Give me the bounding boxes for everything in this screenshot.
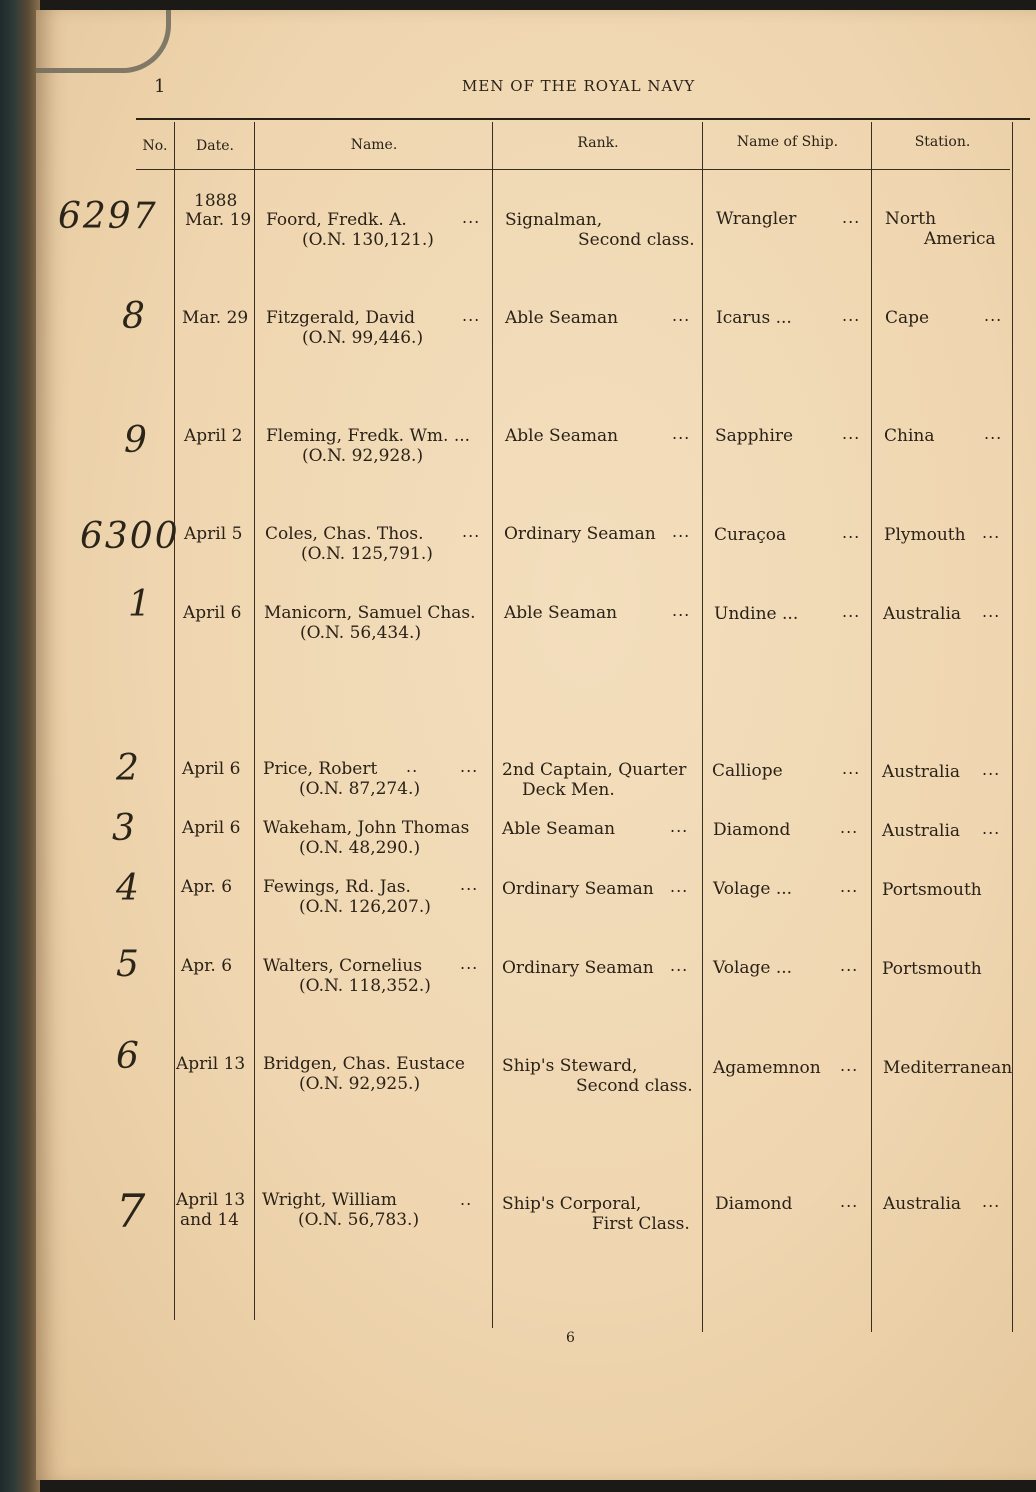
entry-station: Cape [885, 308, 930, 328]
leader-dots: ... [982, 1192, 1001, 1211]
entry-official-number: (O.N. 126,207.) [299, 897, 431, 917]
entry-name: Fitzgerald, David [266, 308, 416, 328]
entry-ship: Volage ... [713, 879, 793, 899]
entry-name: Wright, William [262, 1190, 397, 1210]
entry-rank: Able Seaman [505, 426, 619, 446]
entry-date: April 13 [176, 1054, 246, 1074]
entry-rank: Ship's Corporal, [502, 1194, 642, 1214]
entry-date: Mar. 19 [185, 210, 252, 230]
entry-ship: Volage ... [713, 958, 793, 978]
entry-rank: Ship's Steward, [502, 1056, 638, 1076]
entry-ship: Undine ... [714, 604, 799, 624]
entry-station: North [885, 209, 937, 229]
leader-dots: ... [982, 523, 1001, 542]
entry-rank-class: Deck Men. [522, 780, 615, 800]
entry-station: Australia [882, 762, 961, 782]
column-divider [254, 122, 255, 1320]
entry-rank: Able Seaman [502, 819, 616, 839]
column-divider [702, 122, 703, 1332]
leader-dots: ... [670, 877, 689, 896]
entry-station: China [884, 426, 935, 446]
leader-dots: ... [984, 306, 1003, 325]
entry-number-handwritten: 3 [112, 808, 137, 849]
entry-ship: Calliope [712, 761, 783, 781]
entry-rank: Able Seaman [505, 308, 619, 328]
table-top-rule [136, 118, 1030, 120]
leader-dots: ... [460, 954, 479, 973]
entry-date: Apr. 6 [181, 956, 233, 976]
entry-number-handwritten: 7 [116, 1184, 148, 1238]
entry-date: April 5 [184, 524, 243, 544]
leader-dots: ... [460, 757, 479, 776]
entry-station: Australia [883, 604, 962, 624]
column-divider [174, 122, 175, 1320]
entry-rank: Ordinary Seaman [504, 524, 656, 544]
entry-ship: Diamond [715, 1194, 793, 1214]
entry-number-handwritten: 8 [122, 296, 147, 337]
entry-date: Apr. 6 [181, 877, 233, 897]
entry-name: Coles, Chas. Thos. [265, 524, 424, 544]
entry-rank-class: First Class. [592, 1214, 690, 1234]
leader-dots: ... [672, 424, 691, 443]
entry-number-handwritten: 6297 [58, 196, 158, 237]
entry-official-number: (O.N. 87,274.) [299, 779, 421, 799]
entry-station: Mediterranean [883, 1058, 1013, 1078]
entry-official-number: (O.N. 56,783.) [298, 1210, 420, 1230]
entry-station: Portsmouth [882, 880, 982, 900]
leader-dots: ... [670, 817, 689, 836]
entry-name: Bridgen, Chas. Eustace [263, 1054, 465, 1074]
leader-dots: ... [672, 601, 691, 620]
column-header-ship: Name of Ship. [736, 134, 839, 150]
leader-dots: ... [840, 1056, 859, 1075]
entry-date: Mar. 29 [182, 308, 249, 328]
entry-station: Plymouth [884, 525, 966, 545]
entry-name: Fewings, Rd. Jas. [263, 877, 411, 897]
entry-number-handwritten: 2 [116, 748, 141, 789]
leader-dots: ... [840, 1192, 859, 1211]
entry-ship: Sapphire [715, 426, 794, 446]
leader-dots: .. [460, 1190, 473, 1209]
entry-official-number: (O.N. 125,791.) [301, 544, 433, 564]
entry-rank-class: Second class. [576, 1076, 693, 1096]
page-number: 1 [154, 76, 166, 97]
entry-rank: Signalman, [505, 210, 603, 230]
entry-official-number: (O.N. 92,928.) [302, 446, 424, 466]
leader-dots: ... [842, 759, 861, 778]
leader-dots: ... [840, 877, 859, 896]
entry-rank-class: Second class. [578, 230, 695, 250]
entry-date: April 6 [183, 603, 242, 623]
entry-date-line2: and 14 [180, 1210, 240, 1230]
table-header-rule [136, 169, 1010, 170]
column-header-date: Date. [196, 138, 234, 154]
leader-dots: .. [406, 757, 419, 776]
entry-rank: Ordinary Seaman [502, 958, 654, 978]
page-title: MEN OF THE ROYAL NAVY [462, 77, 696, 95]
year-label: 1888 [194, 191, 238, 211]
entry-name: Foord, Fredk. A. [266, 210, 407, 230]
leader-dots: ... [982, 819, 1001, 838]
entry-official-number: (O.N. 56,434.) [300, 623, 422, 643]
entry-rank: 2nd Captain, Quarter [502, 760, 687, 780]
entry-official-number: (O.N. 92,925.) [299, 1074, 421, 1094]
column-header-rank: Rank. [577, 135, 619, 151]
column-header-station: Station. [914, 134, 971, 150]
entry-number-handwritten: 6 [116, 1036, 141, 1077]
column-header-name: Name. [350, 137, 398, 153]
leader-dots: ... [984, 424, 1003, 443]
entry-date: April 6 [182, 759, 241, 779]
entry-official-number: (O.N. 48,290.) [299, 838, 421, 858]
entry-name: Wakeham, John Thomas [263, 818, 470, 838]
column-divider [1012, 122, 1013, 1332]
entry-number-handwritten: 9 [124, 420, 149, 461]
leader-dots: ... [842, 424, 861, 443]
book-binding [0, 0, 40, 1492]
entry-ship: Diamond [713, 820, 791, 840]
entry-ship: Curaçoa [714, 525, 787, 545]
entry-station: Australia [883, 1194, 962, 1214]
leader-dots: ... [672, 306, 691, 325]
entry-name: Manicorn, Samuel Chas. [264, 603, 476, 623]
leader-dots: ... [842, 602, 861, 621]
entry-ship: Icarus ... [716, 308, 792, 328]
entry-date: April 2 [184, 426, 243, 446]
leader-dots: ... [840, 956, 859, 975]
entry-station: Australia [882, 821, 961, 841]
ledger-page [36, 10, 1036, 1480]
leader-dots: ... [842, 306, 861, 325]
entry-official-number: (O.N. 118,352.) [299, 976, 431, 996]
entry-name: Fleming, Fredk. Wm. ... [266, 426, 471, 446]
entry-date: April 6 [182, 818, 241, 838]
entry-official-number: (O.N. 130,121.) [302, 230, 434, 250]
entry-rank: Able Seaman [504, 603, 618, 623]
entry-ship: Agamemnon [713, 1058, 821, 1078]
leader-dots: ... [670, 956, 689, 975]
leader-dots: ... [672, 522, 691, 541]
binding-clip [36, 10, 171, 73]
entry-name: Walters, Cornelius [263, 956, 423, 976]
entry-station-line2: America [924, 229, 996, 249]
leader-dots: ... [462, 522, 481, 541]
column-divider [492, 122, 493, 1328]
entry-ship: Wrangler [716, 209, 797, 229]
entry-number-handwritten: 5 [116, 944, 141, 985]
leader-dots: ... [840, 818, 859, 837]
leader-dots: ... [842, 523, 861, 542]
entry-official-number: (O.N. 99,446.) [302, 328, 424, 348]
leader-dots: ... [982, 760, 1001, 779]
leader-dots: ... [842, 208, 861, 227]
footer-page-number: 6 [566, 1330, 575, 1346]
column-divider [871, 122, 872, 1332]
entry-number-handwritten: 1 [128, 584, 153, 625]
entry-date: April 13 [176, 1190, 246, 1210]
entry-rank: Ordinary Seaman [502, 879, 654, 899]
entry-number-handwritten: 6300 [80, 516, 180, 557]
column-header-no: No. [142, 138, 168, 154]
entry-station: Portsmouth [882, 959, 982, 979]
leader-dots: ... [462, 306, 481, 325]
leader-dots: ... [982, 602, 1001, 621]
leader-dots: ... [460, 875, 479, 894]
leader-dots: ... [462, 208, 481, 227]
entry-number-handwritten: 4 [116, 868, 141, 909]
entry-name: Price, Robert [263, 759, 378, 779]
